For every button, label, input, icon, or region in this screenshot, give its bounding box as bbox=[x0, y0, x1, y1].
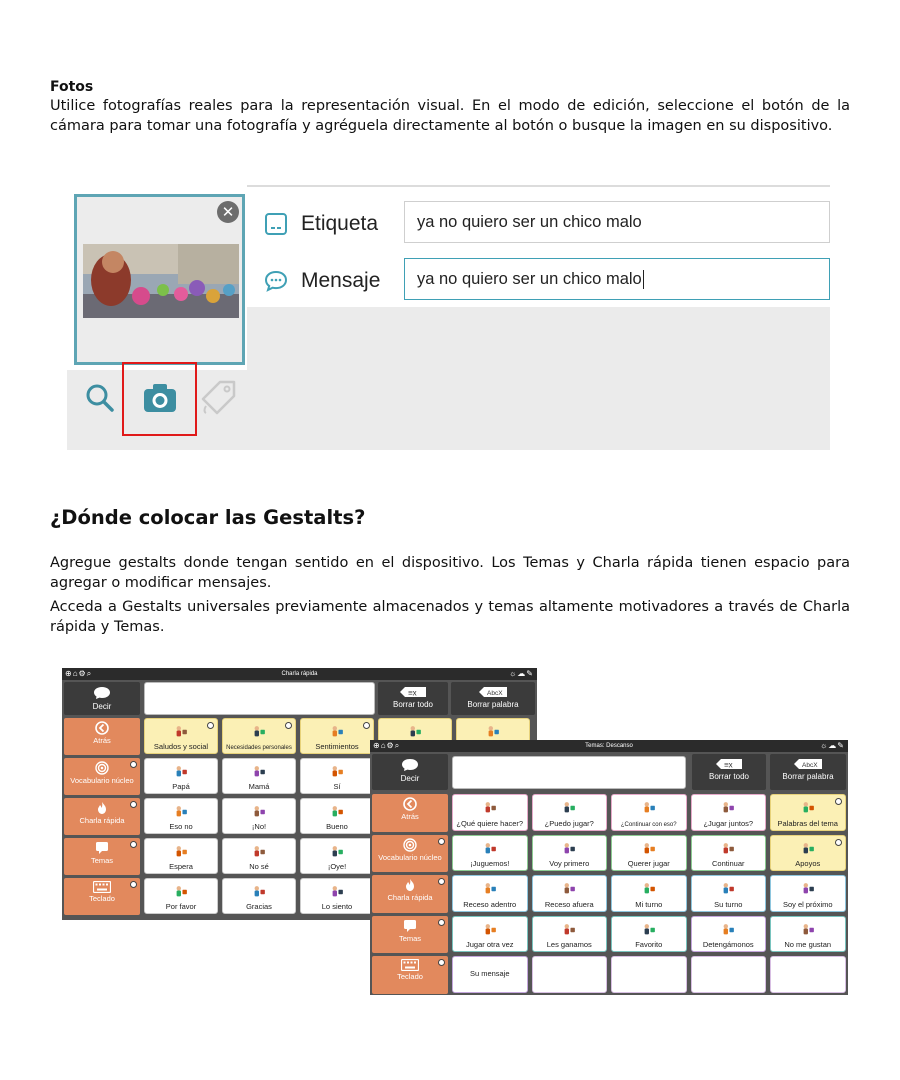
symbol-icon bbox=[170, 763, 192, 781]
svg-text:AbcX: AbcX bbox=[802, 762, 818, 769]
cell-receso-adentro[interactable] bbox=[452, 875, 528, 912]
nav-label: Temas bbox=[398, 933, 422, 943]
cell-label: Continuar bbox=[711, 859, 745, 868]
cell-label: Gracias bbox=[246, 902, 272, 911]
cell-si[interactable] bbox=[300, 758, 374, 794]
cell-mama[interactable] bbox=[222, 758, 296, 794]
cell-label: ¡Oye! bbox=[327, 862, 347, 871]
cell-label: Lo siento bbox=[321, 902, 353, 911]
cell-label: Bueno bbox=[326, 822, 348, 831]
cell-palabras-del-tema[interactable] bbox=[770, 794, 846, 831]
cell-oye[interactable] bbox=[300, 838, 374, 874]
cell-label: Querer jugar bbox=[627, 859, 670, 868]
folder-dot-icon bbox=[130, 761, 137, 768]
symbol-icon bbox=[797, 880, 819, 898]
cell-empty[interactable] bbox=[691, 956, 767, 993]
remove-photo-icon[interactable]: ✕ bbox=[217, 201, 239, 223]
symbol-icon bbox=[797, 840, 819, 858]
cell-label: Necesidades personales bbox=[226, 745, 292, 751]
cell-gracias[interactable] bbox=[222, 878, 296, 914]
message-field-title: Mensaje bbox=[301, 269, 381, 292]
svg-text:≡x: ≡x bbox=[724, 760, 733, 770]
symbol-icon bbox=[717, 799, 739, 817]
symbol-icon bbox=[479, 799, 501, 817]
nav-label: Charla rápida bbox=[387, 893, 433, 902]
cell-continuar[interactable] bbox=[691, 835, 767, 872]
folder-dot-icon bbox=[130, 841, 137, 848]
cell-favorito[interactable] bbox=[611, 916, 687, 953]
cell-jugar-juntos[interactable] bbox=[691, 794, 767, 831]
decir-label: Decir bbox=[92, 702, 112, 711]
symbol-icon bbox=[248, 803, 270, 821]
text-caret bbox=[643, 270, 644, 289]
folder-dot-icon bbox=[438, 959, 445, 966]
cell-label: Detengámonos bbox=[702, 940, 754, 949]
symbol-icon bbox=[248, 843, 270, 861]
cell-label: Soy el próximo bbox=[782, 899, 833, 909]
nav-label: Charla rápida bbox=[79, 816, 125, 825]
symbol-icon bbox=[638, 921, 660, 939]
status-icons-left: ⊕⌂⚙⌕ bbox=[65, 669, 93, 678]
folder-dot-icon bbox=[207, 722, 214, 729]
borrar-todo-label: Borrar todo bbox=[392, 700, 434, 709]
message-window[interactable] bbox=[144, 682, 375, 715]
section-paragraph-fotos: Utilice fotografías reales para la representación visual. En el modo de edición, seleccione el botón de la cámara para tomar una fotografía y agréguela directamente al botón o busque la imagen en su dispositivo. bbox=[50, 98, 850, 134]
message-input-value: ya no quiero ser un chico malo bbox=[417, 270, 642, 288]
folder-dot-icon bbox=[438, 878, 445, 885]
cell-no-me-gustan[interactable] bbox=[770, 916, 846, 953]
symbol-icon bbox=[170, 803, 192, 821]
nav-temas[interactable] bbox=[372, 916, 448, 954]
screen-title: Charla rápida bbox=[281, 671, 318, 677]
decir-button[interactable] bbox=[372, 754, 448, 790]
cell-label: ¡Juguemos! bbox=[470, 859, 510, 868]
cell-label: ¿Jugar juntos? bbox=[703, 818, 754, 828]
symbol-icon bbox=[717, 880, 739, 898]
cell-label: Receso adentro bbox=[463, 899, 517, 909]
borrar-todo-button[interactable] bbox=[692, 754, 766, 790]
screen-title: Temas: Descanso bbox=[585, 743, 633, 749]
cell-label: Sentimientos bbox=[315, 742, 359, 751]
cell-label: No sé bbox=[249, 862, 269, 871]
cell-juguemos[interactable] bbox=[452, 835, 528, 872]
cell-jugar-otra-vez[interactable] bbox=[452, 916, 528, 953]
nav-atras[interactable] bbox=[372, 794, 448, 832]
symbol-icon bbox=[482, 723, 504, 741]
nav-vocabulario-nucleo[interactable] bbox=[372, 835, 448, 873]
cell-label: Eso no bbox=[169, 822, 193, 831]
cell-label: Mi turno bbox=[635, 899, 663, 909]
cell-label: ¿Qué quiere hacer? bbox=[456, 818, 524, 828]
symbol-icon bbox=[248, 763, 270, 781]
cell-empty[interactable] bbox=[770, 956, 846, 993]
symbol-icon bbox=[638, 880, 660, 898]
cell-label: Mamá bbox=[248, 782, 270, 791]
cell-su-turno[interactable] bbox=[691, 875, 767, 912]
symbol-icon bbox=[558, 840, 580, 858]
cell-soy-el-proximo[interactable] bbox=[770, 875, 846, 912]
folder-dot-icon bbox=[835, 798, 842, 805]
symbol-icon bbox=[558, 880, 580, 898]
cell-label: Por favor bbox=[165, 902, 197, 911]
cell-label: ¿Puedo jugar? bbox=[544, 818, 594, 828]
section-paragraph-2: Acceda a Gestalts universales previamente almacenados y temas altamente motivadores a través de Charla rápida y Temas. bbox=[50, 599, 850, 635]
symbol-icon bbox=[326, 723, 348, 741]
symbol-icon bbox=[558, 799, 580, 817]
nav-teclado[interactable] bbox=[64, 878, 140, 915]
status-bar bbox=[62, 668, 537, 680]
borrar-todo-button[interactable] bbox=[378, 682, 448, 715]
nav-vocabulario-nucleo[interactable] bbox=[64, 758, 140, 795]
nav-atras[interactable] bbox=[64, 718, 140, 755]
symbol-icon bbox=[170, 723, 192, 741]
symbol-icon bbox=[248, 883, 270, 901]
cell-label: ¡No! bbox=[251, 822, 267, 831]
cell-continuar-con-eso[interactable] bbox=[611, 794, 687, 831]
folder-dot-icon bbox=[130, 801, 137, 808]
cell-label: No me gustan bbox=[784, 940, 832, 949]
symbol-icon bbox=[717, 840, 739, 858]
cell-label: Apoyos bbox=[795, 859, 821, 868]
cell-no-se[interactable] bbox=[222, 838, 296, 874]
folder-dot-icon bbox=[130, 881, 137, 888]
cell-querer-jugar[interactable] bbox=[611, 835, 687, 872]
message-window[interactable] bbox=[452, 756, 686, 789]
cell-empty[interactable] bbox=[532, 956, 608, 993]
nav-label: Atrás bbox=[401, 812, 419, 821]
nav-label: Teclado bbox=[397, 972, 423, 981]
symbol-icon bbox=[797, 921, 819, 939]
nav-label: Vocabulario núcleo bbox=[378, 852, 442, 862]
section-paragraph-1: Agregue gestalts donde tengan sentido en el dispositivo. Los Temas y Charla rápida tienen espacio para agregar o modificar mensajes. bbox=[50, 555, 850, 591]
symbol-icon bbox=[479, 840, 501, 858]
symbol-icon bbox=[326, 803, 348, 821]
cell-label: Sí bbox=[333, 782, 341, 791]
decir-label: Decir bbox=[400, 774, 420, 783]
cell-label: Su mensaje bbox=[469, 969, 510, 978]
cell-eso-no[interactable] bbox=[144, 798, 218, 834]
folder-dot-icon bbox=[835, 839, 842, 846]
cell-les-ganamos[interactable] bbox=[532, 916, 608, 953]
nav-temas[interactable] bbox=[64, 838, 140, 875]
speech-bubble-icon bbox=[263, 268, 289, 294]
cell-label: Saludos y social bbox=[153, 742, 209, 751]
cell-bueno[interactable] bbox=[300, 798, 374, 834]
symbol-icon bbox=[638, 799, 660, 817]
nav-label: Teclado bbox=[89, 894, 115, 903]
status-bar bbox=[370, 740, 848, 752]
cell-su-mensaje[interactable] bbox=[452, 956, 528, 993]
status-icons-right: ☼☁✎ bbox=[819, 741, 845, 750]
cell-no[interactable] bbox=[222, 798, 296, 834]
cell-por-favor[interactable] bbox=[144, 878, 218, 914]
label-field-title: Etiqueta bbox=[301, 212, 379, 235]
svg-text:≡x: ≡x bbox=[408, 688, 417, 698]
cell-label: Espera bbox=[169, 862, 193, 871]
symbol-icon bbox=[638, 840, 660, 858]
movie-still-photo bbox=[83, 244, 239, 318]
section-heading-donde: ¿Dónde colocar las Gestalts? bbox=[50, 506, 366, 529]
symbol-icon bbox=[558, 921, 580, 939]
decir-button[interactable] bbox=[64, 682, 140, 715]
section-heading-fotos: Fotos bbox=[50, 79, 94, 95]
symbol-icon bbox=[326, 763, 348, 781]
label-icon bbox=[263, 211, 289, 237]
cell-label: Su turno bbox=[714, 899, 743, 909]
symbol-icon bbox=[479, 921, 501, 939]
cell-papa[interactable] bbox=[144, 758, 218, 794]
status-icons-right: ☼☁✎ bbox=[508, 669, 534, 678]
symbol-icon bbox=[248, 723, 270, 741]
label-input[interactable]: ya no quiero ser un chico malo bbox=[404, 201, 830, 243]
aac-screen-temas bbox=[370, 740, 848, 995]
nav-charla-rapida[interactable] bbox=[372, 875, 448, 913]
cell-detengamonos[interactable] bbox=[691, 916, 767, 953]
symbol-icon bbox=[170, 883, 192, 901]
symbol-icon bbox=[479, 880, 501, 898]
cell-label: Papá bbox=[172, 782, 190, 791]
folder-dot-icon bbox=[438, 919, 445, 926]
symbol-icon bbox=[717, 921, 739, 939]
cell-voy-primero[interactable] bbox=[532, 835, 608, 872]
search-icon[interactable] bbox=[75, 373, 125, 423]
nav-label: Vocabulario núcleo bbox=[70, 776, 134, 785]
cell-saludos-y-social[interactable] bbox=[144, 718, 218, 754]
button-photo-preview[interactable] bbox=[74, 194, 245, 365]
symbol-icon bbox=[326, 843, 348, 861]
status-icons-left: ⊕⌂⚙⌕ bbox=[373, 741, 401, 750]
symbol-icon bbox=[797, 799, 819, 817]
cell-label: Les ganamos bbox=[546, 940, 592, 949]
borrar-palabra-button[interactable] bbox=[770, 754, 846, 790]
svg-text:AbcX: AbcX bbox=[487, 690, 503, 697]
button-editor-screenshot bbox=[67, 185, 830, 450]
cell-label: Receso afuera bbox=[544, 899, 594, 909]
nav-teclado[interactable] bbox=[372, 956, 448, 994]
cell-receso-afuera[interactable] bbox=[532, 875, 608, 912]
folder-dot-icon bbox=[438, 838, 445, 845]
cell-label: Voy primero bbox=[549, 859, 590, 868]
nav-label: Temas bbox=[90, 856, 114, 865]
cell-empty[interactable] bbox=[611, 956, 687, 993]
borrar-palabra-button[interactable] bbox=[451, 682, 535, 715]
cell-lo-siento[interactable] bbox=[300, 878, 374, 914]
borrar-palabra-label: Borrar palabra bbox=[782, 772, 834, 781]
folder-dot-icon bbox=[285, 722, 292, 729]
cell-label: Jugar otra vez bbox=[465, 940, 514, 949]
symbol-icon bbox=[326, 883, 348, 901]
cell-label: Palabras del tema bbox=[777, 818, 838, 828]
nav-charla-rapida[interactable] bbox=[64, 798, 140, 835]
tag-icon[interactable] bbox=[193, 373, 243, 423]
cell-espera[interactable] bbox=[144, 838, 218, 874]
cell-puedo-jugar[interactable] bbox=[532, 794, 608, 831]
message-input[interactable] bbox=[404, 258, 830, 300]
borrar-palabra-label: Borrar palabra bbox=[467, 700, 519, 709]
cell-mi-turno[interactable] bbox=[611, 875, 687, 912]
cell-apoyos[interactable] bbox=[770, 835, 846, 872]
cell-sentimientos[interactable] bbox=[300, 718, 374, 754]
symbol-icon bbox=[170, 843, 192, 861]
nav-label: Atrás bbox=[93, 736, 111, 745]
symbol-icon bbox=[404, 723, 426, 741]
cell-que-quiere-hacer[interactable] bbox=[452, 794, 528, 831]
folder-dot-icon bbox=[363, 722, 370, 729]
cell-label: Favorito bbox=[635, 940, 663, 949]
cell-label: ¿Continuar con eso? bbox=[620, 821, 677, 828]
borrar-todo-label: Borrar todo bbox=[708, 772, 750, 781]
cell-necesidades-personales[interactable] bbox=[222, 718, 296, 754]
camera-highlight-box bbox=[122, 362, 197, 436]
